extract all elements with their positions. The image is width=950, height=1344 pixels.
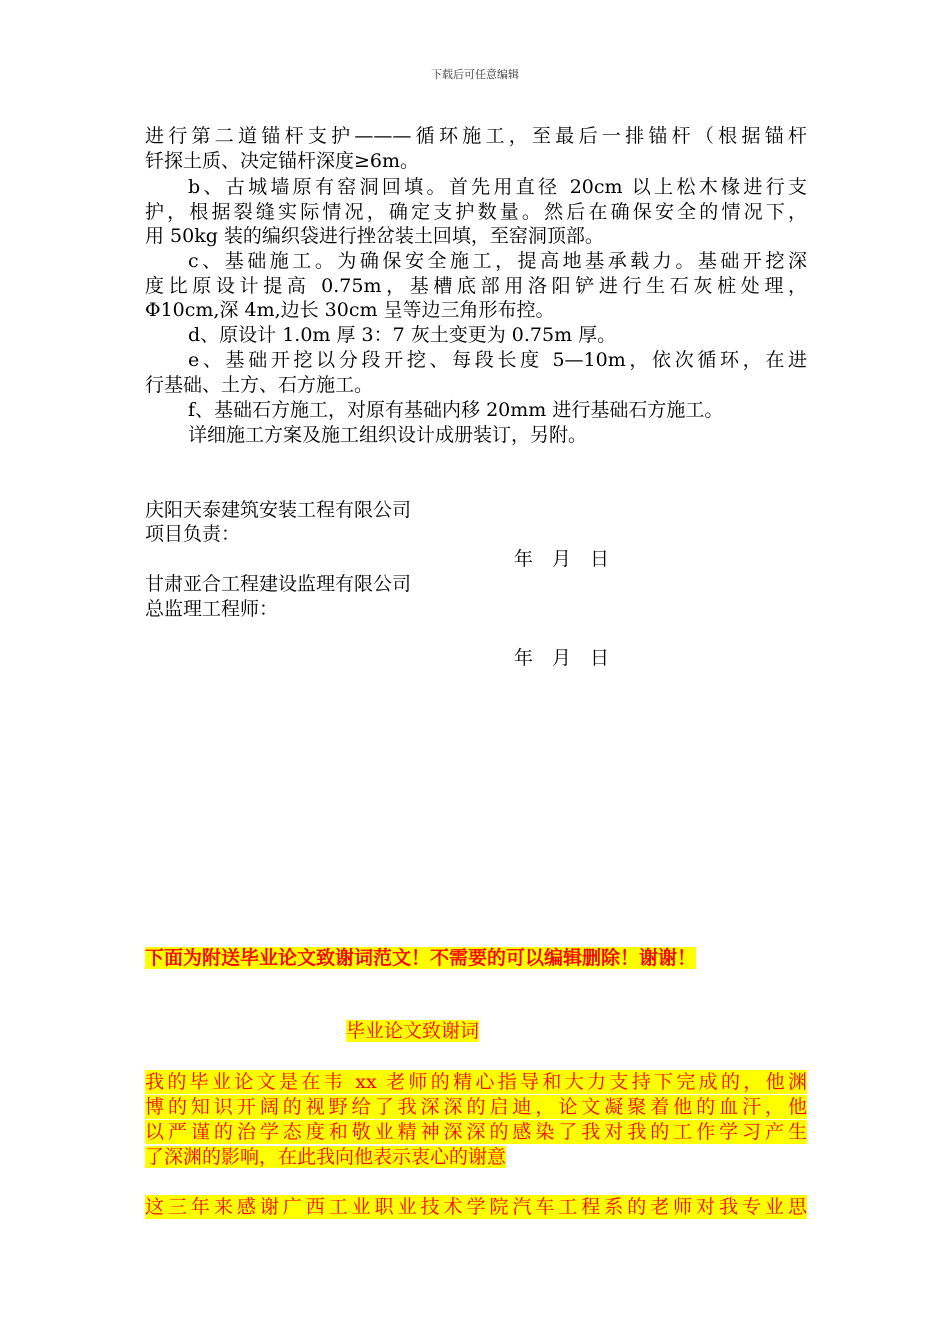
chief-supervisor-label: 总监理工程师： [145, 598, 279, 620]
body-line: d、原设计 1.0m 厚 3：7 灰土变更为 0.75m 厚。 [188, 324, 617, 346]
body-line: e、基础开挖以分段开挖、每段长度 5—10m，依次循环，在进 [188, 349, 807, 371]
body-line: b、古城墙原有窑洞回填。首先用直径 20cm 以上松木椽进行支 [188, 176, 807, 198]
body-line: f、基础石方施工，对原有基础内移 20mm 进行基础石方施工。 [188, 399, 724, 421]
body-line: Φ10cm,深 4m,边长 30cm 呈等边三角形布控。 [145, 299, 555, 321]
appendix-title [346, 1019, 479, 1043]
contractor-company: 庆阳天泰建筑安装工程有限公司 [145, 499, 412, 521]
appendix-title-text: 毕业论文致谢词 [346, 1020, 480, 1042]
appendix-notice-text: 下面为附送毕业论文致谢词范文！不需要的可以编辑删除！谢谢！ [145, 947, 697, 969]
page-header: 下载后可任意编辑 [431, 68, 519, 81]
body-line: 详细施工方案及施工组织设计成册装订，另附。 [188, 424, 588, 446]
ack-para-line: 这三年来感谢广西工业职业技术学院汽车工程系的老师对我专业思 [145, 1196, 807, 1218]
ack-para-line: 了深渊的影响，在此我向他表示衷心的谢意 [145, 1146, 507, 1168]
supervisor-company: 甘肃亚合工程建设监理有限公司 [145, 573, 412, 595]
ack-para-line: 博的知识开阔的视野给了我深深的启迪，论文凝聚着他的血汗，他 [145, 1096, 807, 1118]
body-line: 度比原设计提高 0.75m，基槽底部用洛阳铲进行生石灰桩处理， [145, 275, 807, 297]
body-line: c、基础施工。为确保安全施工，提高地基承载力。基础开挖深 [188, 250, 807, 272]
body-line: 用 50kg 装的编织袋进行挫岔装土回填，至窑洞顶部。 [145, 225, 604, 247]
ack-para-line: 我的毕业论文是在韦 xx 老师的精心指导和大力支持下完成的，他渊 [145, 1071, 807, 1093]
body-line: 行基础、土方、石方施工。 [145, 374, 374, 396]
project-manager-label: 项目负责： [145, 523, 241, 545]
appendix-notice [145, 946, 696, 970]
body-line: 钎探土质、决定锚杆深度≥6m。 [145, 150, 420, 172]
supervisor-date: 年 月 日 [514, 647, 610, 669]
contractor-date: 年 月 日 [514, 548, 610, 570]
body-line: 护，根据裂缝实际情况，确定支护数量。然后在确保安全的情况下， [145, 201, 807, 223]
body-line: 进行第二道锚杆支护———循环施工，至最后一排锚杆（根据锚杆 [145, 125, 807, 147]
ack-para-line: 以严谨的治学态度和敬业精神深深的感染了我对我的工作学习产生 [145, 1121, 807, 1143]
